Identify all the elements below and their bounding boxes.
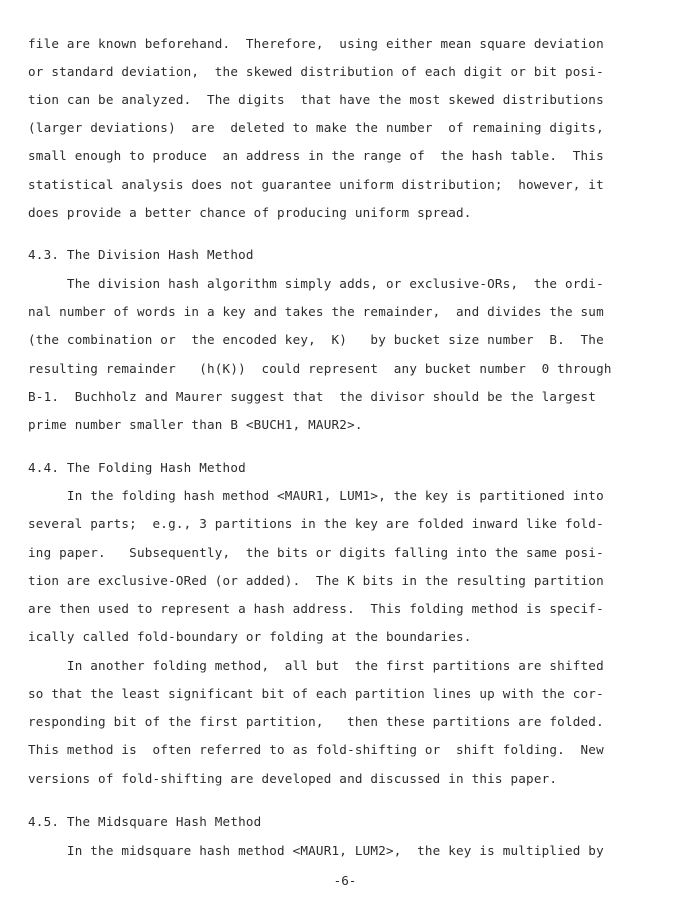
text-line: or standard deviation, the skewed distribution of each digit or bit posi- <box>28 64 604 79</box>
text-line: ically called fold-boundary or folding at the boundaries. <box>28 629 472 644</box>
section-heading-4-4: 4.4. The Folding Hash Method <box>28 460 246 475</box>
text-line: so that the least significant bit of each partition lines up with the cor- <box>28 686 604 701</box>
section-heading-4-3: 4.3. The Division Hash Method <box>28 247 254 262</box>
text-line: small enough to produce an address in the range of the hash table. This <box>28 148 604 163</box>
text-line: In the midsquare hash method <MAUR1, LUM2>, the key is multiplied by <box>28 843 604 858</box>
text-line: In another folding method, all but the first partitions are shifted <box>28 658 604 673</box>
text-line: responding bit of the first partition, then these partitions are folded. <box>28 714 604 729</box>
text-line: resulting remainder (h(K)) could represent any bucket number 0 through <box>28 361 612 376</box>
text-line: file are known beforehand. Therefore, using either mean square deviation <box>28 36 604 51</box>
text-line: prime number smaller than B <BUCH1, MAUR2>. <box>28 417 363 432</box>
text-line: does provide a better chance of producing uniform spread. <box>28 205 472 220</box>
text-line: B-1. Buchholz and Maurer suggest that the divisor should be the largest <box>28 389 597 404</box>
page-number: -6- <box>333 873 357 888</box>
section-heading-4-5: 4.5. The Midsquare Hash Method <box>28 814 262 829</box>
text-line: (larger deviations) are deleted to make the number of remaining digits, <box>28 120 604 135</box>
text-line: This method is often referred to as fold-shifting or shift folding. New <box>28 742 604 757</box>
text-line: The division hash algorithm simply adds, or exclusive-ORs, the ordi- <box>28 276 604 291</box>
text-line: In the folding hash method <MAUR1, LUM1>, the key is partitioned into <box>28 488 604 503</box>
text-line: tion can be analyzed. The digits that have the most skewed distributions <box>28 92 604 107</box>
text-line: statistical analysis does not guarantee uniform distribution; however, it <box>28 177 604 192</box>
text-line: are then used to represent a hash address. This folding method is specif- <box>28 601 604 616</box>
text-line: versions of fold-shifting are developed and discussed in this paper. <box>28 771 558 786</box>
text-line: tion are exclusive-ORed (or added). The K bits in the resulting partition <box>28 573 604 588</box>
text-line: nal number of words in a key and takes the remainder, and divides the sum <box>28 304 604 319</box>
text-line: several parts; e.g., 3 partitions in the key are folded inward like fold- <box>28 516 604 531</box>
text-line: (the combination or the encoded key, K) by bucket size number B. The <box>28 332 604 347</box>
text-line: ing paper. Subsequently, the bits or digits falling into the same posi- <box>28 545 604 560</box>
